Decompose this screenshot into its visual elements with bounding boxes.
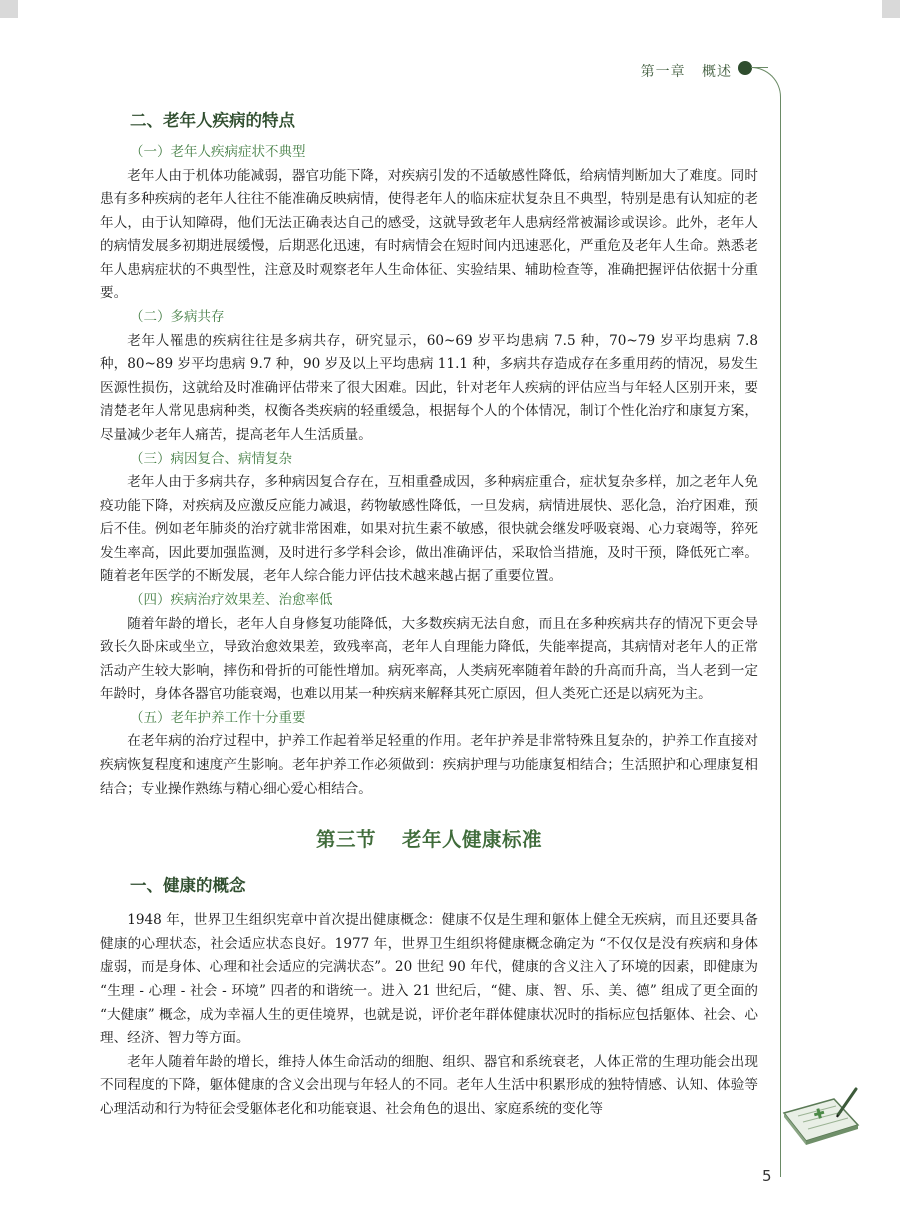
section-label: 第三节 <box>315 828 376 852</box>
subheading-3: （三）病因复合、病情复杂 <box>130 450 292 467</box>
running-head-chapter: 第一章 <box>640 64 686 80</box>
scan-corner-right <box>882 0 900 18</box>
paragraph: 1948 年，世界卫生组织宪章中首次提出健康概念：健康不仅是生理和躯体上健全无疾病，而且还要具备健康的心理状态，社会适应状态良好。1977 年，世界卫生组织将健康概念确定为 “不仅仅是没有疾病和身体虚弱，而是身体、心理和社会适应的完满状态”。20 世纪 90 年代，健康的含义注入了环境的因素，即健康为 “生理 - 心理 - 社会 - 环境” 四者的和谐统一。进入 21 世纪后，“健、康、智、乐、美、德” 组成了更全面的 “大健康” 概念，成为幸福人生的更佳境界，也就是说，评价老年群体健康状况时的指标应包括躯体、社会、心理、经济、智力等方面。 <box>100 912 758 1047</box>
section-name: 老年人健康标准 <box>402 828 543 852</box>
subheading-2: （二）多病共存 <box>130 309 225 326</box>
scan-corner-left <box>0 0 18 18</box>
running-head-dot-icon <box>738 61 752 75</box>
paragraph: 老年人罹患的疾病往往是多病共存，研究显示，60~69 岁平均患病 7.5 种，70~79 岁平均患病 7.8 种，80~89 岁平均患病 9.7 种，90 岁及以上平均患病 11.1 种，多病共存造成存在多重用药的情况，易发生医源性损伤，这就给及时准确评估带来了很大困难。因此，针对老年人疾病的评估应当与年轻人区别开来，要清楚老年人常见患病种类，权衡各类疾病的轻重缓急，根据每个人的个体情况，制订个性化治疗和康复方案，尽量减少老年人痛苦，提高老年人生活质量。 <box>100 332 758 443</box>
subheading-1: （一）老年人疾病症状不典型 <box>130 144 306 160</box>
paragraph: 在老年病的治疗过程中，护养工作起着举足轻重的作用。老年护养是非常特殊且复杂的，护养工作直接对疾病恢复程度和速度产生影响。老年护养工作必须做到：疾病护理与功能康复相结合；生活照护和心理康复相结合；专业操作熟练与精心细心爱心相结合。 <box>100 733 758 797</box>
paragraph: 老年人随着年龄的增长，维持人体生命活动的细胞、组织、器官和系统衰老，人体正常的生理功能会出现不同程度的下降，躯体健康的含义会出现与年轻人的不同。老年人生活中积累形成的独特情感、认知、体验等心理活动和行为特征会受躯体老化和功能衰退、社会角色的退出、家庭系统的变化等 <box>100 1053 758 1117</box>
subheading-4: （四）疾病治疗效果差、治愈率低 <box>130 592 333 608</box>
medical-notepad-pen-icon <box>780 1085 862 1145</box>
subheading-5: （五）老年护养工作十分重要 <box>130 709 306 726</box>
heading-disease-features: 二、老年人疾病的特点 <box>130 111 295 130</box>
paragraph: 老年人由于多病共存，多种病因复合存在，互相重叠成因，多种病症重合，症状复杂多样，加之老年人免疫功能下降，对疾病及应激反应能力减退，药物敏感性降低，一旦发病，病情进展快、恶化急，治疗困难，预后不佳。例如老年肺炎的治疗就非常困难，如果对抗生素不敏感，很快就会继发呼吸衰竭、心力衰竭等，猝死发生率高，因此要加强监测，及时进行多学科会诊，做出准确评估，采取恰当措施，及时干预，降低死亡率。随着老年医学的不断发展，老年人综合能力评估技术越来越占据了重要位置。 <box>100 474 758 585</box>
running-head-title: 概述 <box>702 64 732 80</box>
running-head <box>641 61 732 81</box>
page-body <box>100 110 758 1122</box>
heading-health-concept: 一、健康的概念 <box>130 876 246 896</box>
paragraph: 老年人由于机体功能减弱，器官功能下降，对疾病引发的不适敏感性降低，给病情判断加大了难度。同时患有多种疾病的老年人往往不能准确反映病情，使得老年人的临床症状复杂且不典型，特别是患有认知症的老年人，由于认知障碍，他们无法正确表达自己的感受，这就导致老年人患病经常被漏诊或误诊。此外，老年人的病情发展多初期进展缓慢，后期恶化迅速，有时病情会在短时间内迅速恶化，严重危及老年人生命。熟悉老年人患病症状的不典型性，注意及时观察老年人生命体征、实验结果、辅助检查等，准确把握评估依据十分重要。 <box>100 167 758 302</box>
page-number: 5 <box>762 1167 772 1185</box>
section-title <box>100 827 758 853</box>
paragraph: 随着年龄的增长，老年人自身修复功能降低，大多数疾病无法自愈，而且在多种疾病共存的情况下更会导致长久卧床或坐立，导致治愈效果差，致残率高，老年人自理能力降低，失能率提高，其病情对老年人的正常活动产生较大影响，摔伤和骨折的可能性增加。病死率高，人类病死率随着年龄的升高而升高，当人老到一定年龄时，身体各器官功能衰竭，也难以用某一种疾病来解释其死亡原因，但人类死亡还是以病死为主。 <box>100 615 758 703</box>
